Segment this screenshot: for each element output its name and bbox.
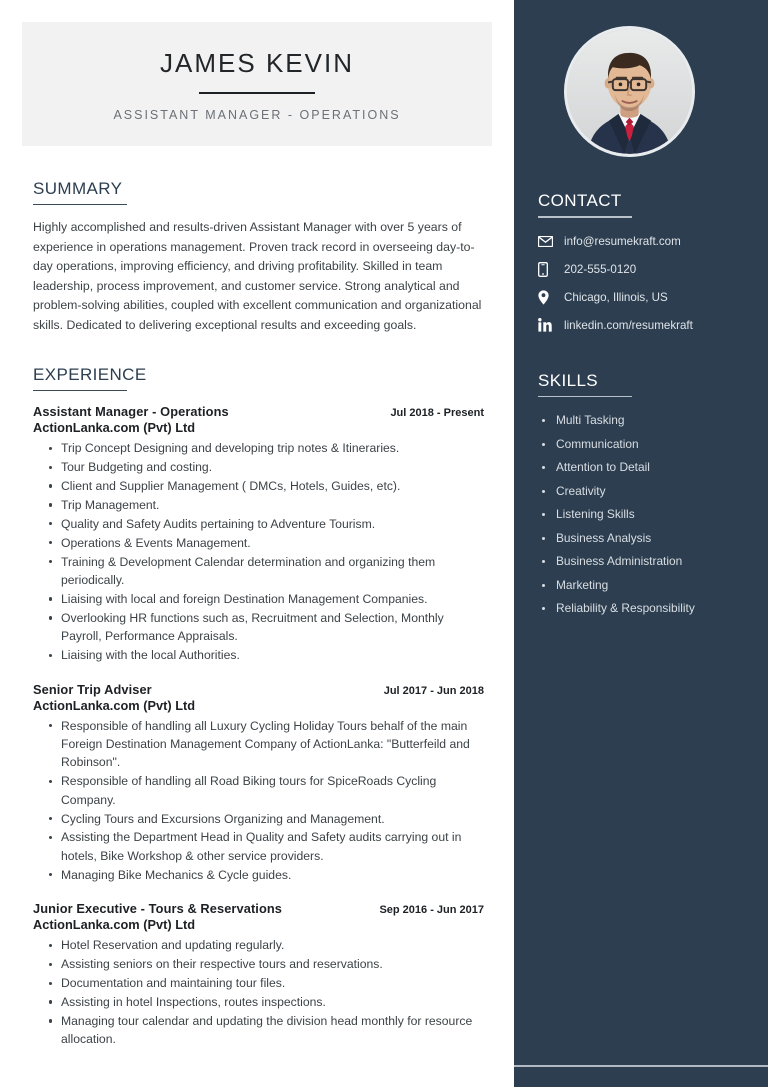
list-item: Reliability & Responsibility [538, 601, 752, 616]
list-item: Quality and Safety Audits pertaining to Adventure Tourism. [33, 515, 484, 533]
job-role: Senior Trip Adviser [33, 681, 152, 697]
job-company: ActionLanka.com (Pvt) Ltd [33, 917, 196, 933]
list-item: Communication [538, 437, 752, 452]
page-title: JAMES KEVIN [160, 48, 354, 78]
header-job-title: ASSISTANT MANAGER - OPERATIONS [113, 107, 401, 122]
contact-item-location[interactable] [538, 290, 752, 305]
page-break-line [514, 1065, 768, 1067]
contact-value: Chicago, Illinois, US [564, 290, 668, 304]
job-role: Junior Executive - Tours & Reservations [33, 901, 283, 917]
contact-list [538, 234, 752, 333]
contact-value: 202-555-0120 [564, 262, 637, 276]
job-bullet-list [33, 717, 484, 885]
list-item: Multi Tasking [538, 413, 752, 428]
experience-entry-header [33, 901, 484, 916]
mobile-phone-icon [538, 262, 557, 277]
list-item: Assisting seniors on their respective tours and reservations. [33, 955, 484, 973]
list-item: Creativity [538, 484, 752, 499]
avatar [564, 26, 695, 157]
summary-text: Highly accomplished and results-driven Assistant Manager with over 5 years of experience in operations management. Proven track record in overseeing day-to-day operations, improving efficiency, and driving profitability. Skilled in team leadership, process improvement, and customer service. Strong analytical and problem-solving abilities, coupled with excellent communication and organizational skills. Dedicated to delivering exceptional results and exceeding goals. [33, 220, 482, 333]
list-item: Marketing [538, 578, 752, 593]
experience-entry-header [33, 404, 484, 419]
experience-entry [33, 901, 484, 1048]
name-divider [199, 92, 315, 94]
list-item: Training & Development Calendar determination and organizing them periodically. [33, 553, 484, 590]
list-item: Trip Concept Designing and developing trip notes & Itineraries. [33, 439, 484, 457]
resume-sidebar [514, 0, 768, 1087]
list-item: Attention to Detail [538, 460, 752, 475]
list-item: Client and Supplier Management ( DMCs, Hotels, Guides, etc). [33, 477, 484, 495]
contact-heading: CONTACT [538, 191, 622, 210]
job-company: ActionLanka.com (Pvt) Ltd [33, 697, 196, 713]
list-item: Assisting the Department Head in Quality and Safety audits carrying out in hotels, Bike Workshop & other service providers. [33, 828, 484, 865]
experience-section [33, 365, 484, 1049]
profile-photo [567, 29, 692, 154]
list-item: Liaising with the local Authorities. [33, 646, 484, 664]
job-dates: Sep 2016 - Jun 2017 [379, 904, 484, 917]
job-bullet-list [33, 439, 484, 664]
left-body [0, 179, 514, 1049]
experience-heading: EXPERIENCE [33, 364, 147, 384]
contact-value: linkedin.com/resumekraft [564, 318, 693, 332]
summary-heading: SUMMARY [33, 178, 123, 198]
skills-heading-divider [538, 396, 632, 398]
experience-entry [33, 404, 484, 664]
job-dates: Jul 2017 - Jun 2018 [383, 684, 484, 697]
contact-item-email[interactable] [538, 234, 752, 249]
list-item: Documentation and maintaining tour files. [33, 974, 484, 992]
experience-entry-header [33, 682, 484, 697]
contact-item-phone[interactable] [538, 262, 752, 277]
contact-value: info@resumekraft.com [564, 234, 681, 248]
list-item: Liaising with local and foreign Destination Management Companies. [33, 590, 484, 608]
skills-list [538, 413, 752, 616]
job-bullet-list [33, 936, 484, 1048]
list-item: Tour Budgeting and costing. [33, 458, 484, 476]
job-role: Assistant Manager - Operations [33, 404, 229, 420]
skills-heading: SKILLS [538, 370, 599, 390]
list-item: Managing tour calendar and updating the division head monthly for resource allocation. [33, 1012, 484, 1049]
list-item: Business Administration [538, 554, 752, 569]
skills-section [538, 371, 768, 617]
job-company: ActionLanka.com (Pvt) Ltd [33, 420, 196, 436]
summary-section [33, 179, 484, 336]
list-item: Listening Skills [538, 507, 752, 522]
list-item: Hotel Reservation and updating regularly. [33, 936, 484, 954]
job-dates: Jul 2018 - Present [390, 407, 484, 420]
experience-heading-divider [33, 390, 127, 392]
list-item: Managing Bike Mechanics & Cycle guides. [33, 866, 484, 884]
list-item: Responsible of handling all Luxury Cycling Holiday Tours behalf of the main Foreign Destination Management Company of ActionLanka: "Butterfeild and Robinson". [33, 717, 484, 772]
list-item: Assisting in hotel Inspections, routes inspections. [33, 993, 484, 1011]
list-item: Overlooking HR functions such as, Recruitment and Selection, Monthly Payroll, Performance Appraisals. [33, 609, 484, 646]
list-item: Operations & Events Management. [33, 534, 484, 552]
list-item: Cycling Tours and Excursions Organizing and Management. [33, 810, 484, 828]
contact-heading-divider [538, 216, 632, 218]
envelope-icon [538, 234, 557, 249]
name-header-block [22, 22, 492, 146]
contact-item-linkedin[interactable] [538, 318, 752, 333]
linkedin-icon [538, 318, 557, 333]
list-item: Responsible of handling all Road Biking tours for SpiceRoads Cycling Company. [33, 772, 484, 809]
location-pin-icon [538, 290, 557, 305]
contact-section [538, 191, 768, 333]
summary-heading-divider [33, 204, 127, 206]
list-item: Business Analysis [538, 531, 752, 546]
list-item: Trip Management. [33, 496, 484, 514]
experience-entry [33, 682, 484, 885]
